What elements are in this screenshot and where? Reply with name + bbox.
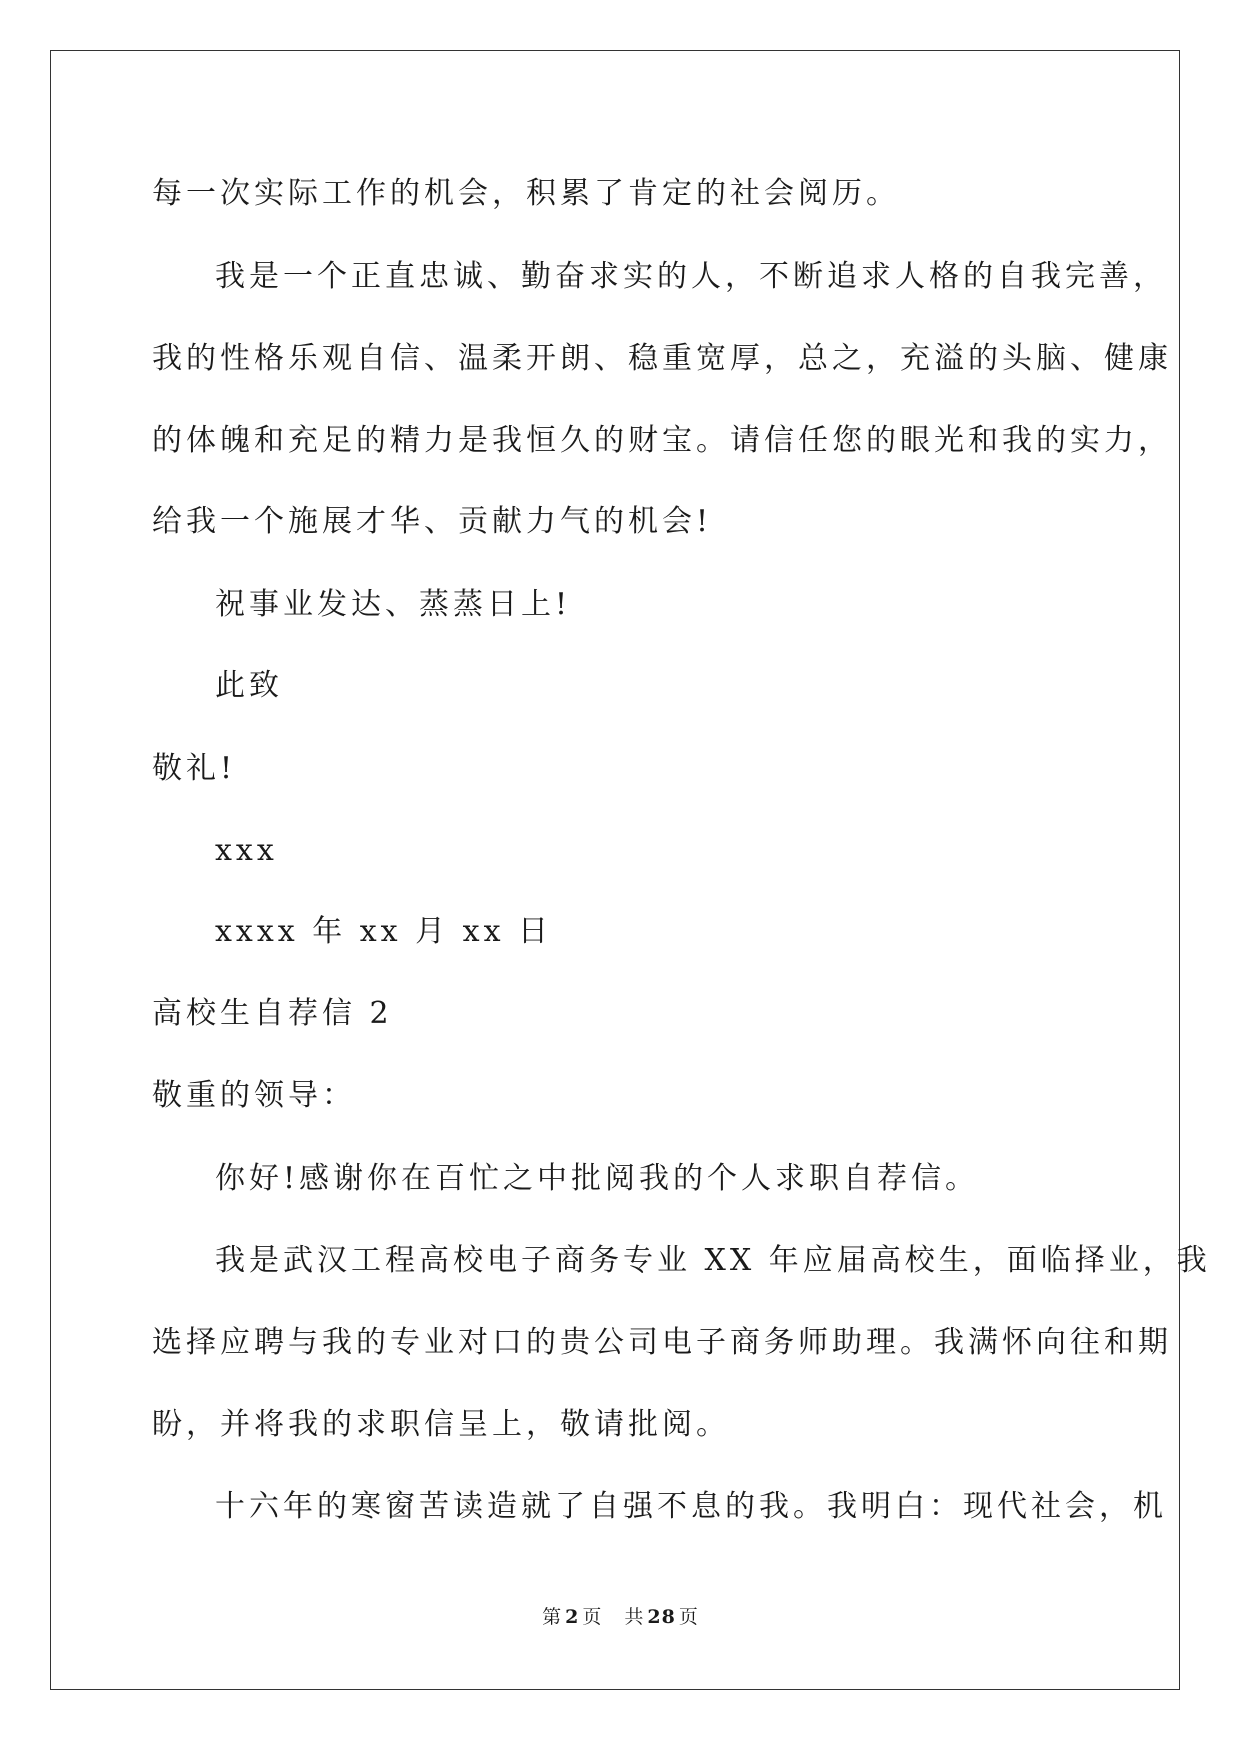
footer-page-prefix: 第 bbox=[542, 1606, 563, 1628]
paragraph-line: 我是一个正直忠诚、勤奋求实的人，不断追求人格的自我完善， bbox=[215, 259, 1167, 294]
paragraph-line: 敬礼! bbox=[152, 751, 237, 786]
paragraph-line: 选择应聘与我的专业对口的贵公司电子商务师助理。我满怀向往和期 bbox=[152, 1325, 1172, 1360]
footer-total-pages: 28 bbox=[647, 1606, 676, 1628]
paragraph-line: 你好!感谢你在百忙之中批阅我的个人求职自荐信。 bbox=[215, 1161, 980, 1196]
paragraph-line: 十六年的寒窗苦读造就了自强不息的我。我明白：现代社会，机 bbox=[215, 1489, 1167, 1524]
page-border bbox=[50, 50, 1180, 1690]
signature-name: xxx bbox=[215, 833, 278, 868]
paragraph-line: 祝事业发达、蒸蒸日上! bbox=[215, 587, 572, 622]
footer-total-suffix: 页 bbox=[678, 1606, 699, 1628]
footer-page-suffix: 页 bbox=[582, 1606, 603, 1628]
paragraph-line: 此致 bbox=[215, 668, 283, 703]
salutation: 敬重的领导： bbox=[152, 1078, 356, 1113]
section-heading: 高校生自荐信 2 bbox=[152, 996, 393, 1031]
page-footer bbox=[0, 1605, 1241, 1629]
paragraph-line: 我是武汉工程高校电子商务专业 XX 年应届高校生，面临择业，我 bbox=[215, 1243, 1211, 1278]
paragraph-line: 我的性格乐观自信、温柔开朗、稳重宽厚，总之，充溢的头脑、健康 bbox=[152, 341, 1172, 376]
paragraph-line: 的体魄和充足的精力是我恒久的财宝。请信任您的眼光和我的实力， bbox=[152, 423, 1172, 458]
footer-page-number: 2 bbox=[565, 1606, 580, 1628]
footer-total-prefix: 共 bbox=[624, 1606, 645, 1628]
paragraph-line: 每一次实际工作的机会，积累了肯定的社会阅历。 bbox=[152, 176, 900, 211]
signature-date: xxxx 年 xx 月 xx 日 bbox=[215, 914, 553, 949]
paragraph-line: 给我一个施展才华、贡献力气的机会! bbox=[152, 504, 713, 539]
paragraph-line: 盼，并将我的求职信呈上，敬请批阅。 bbox=[152, 1407, 730, 1442]
